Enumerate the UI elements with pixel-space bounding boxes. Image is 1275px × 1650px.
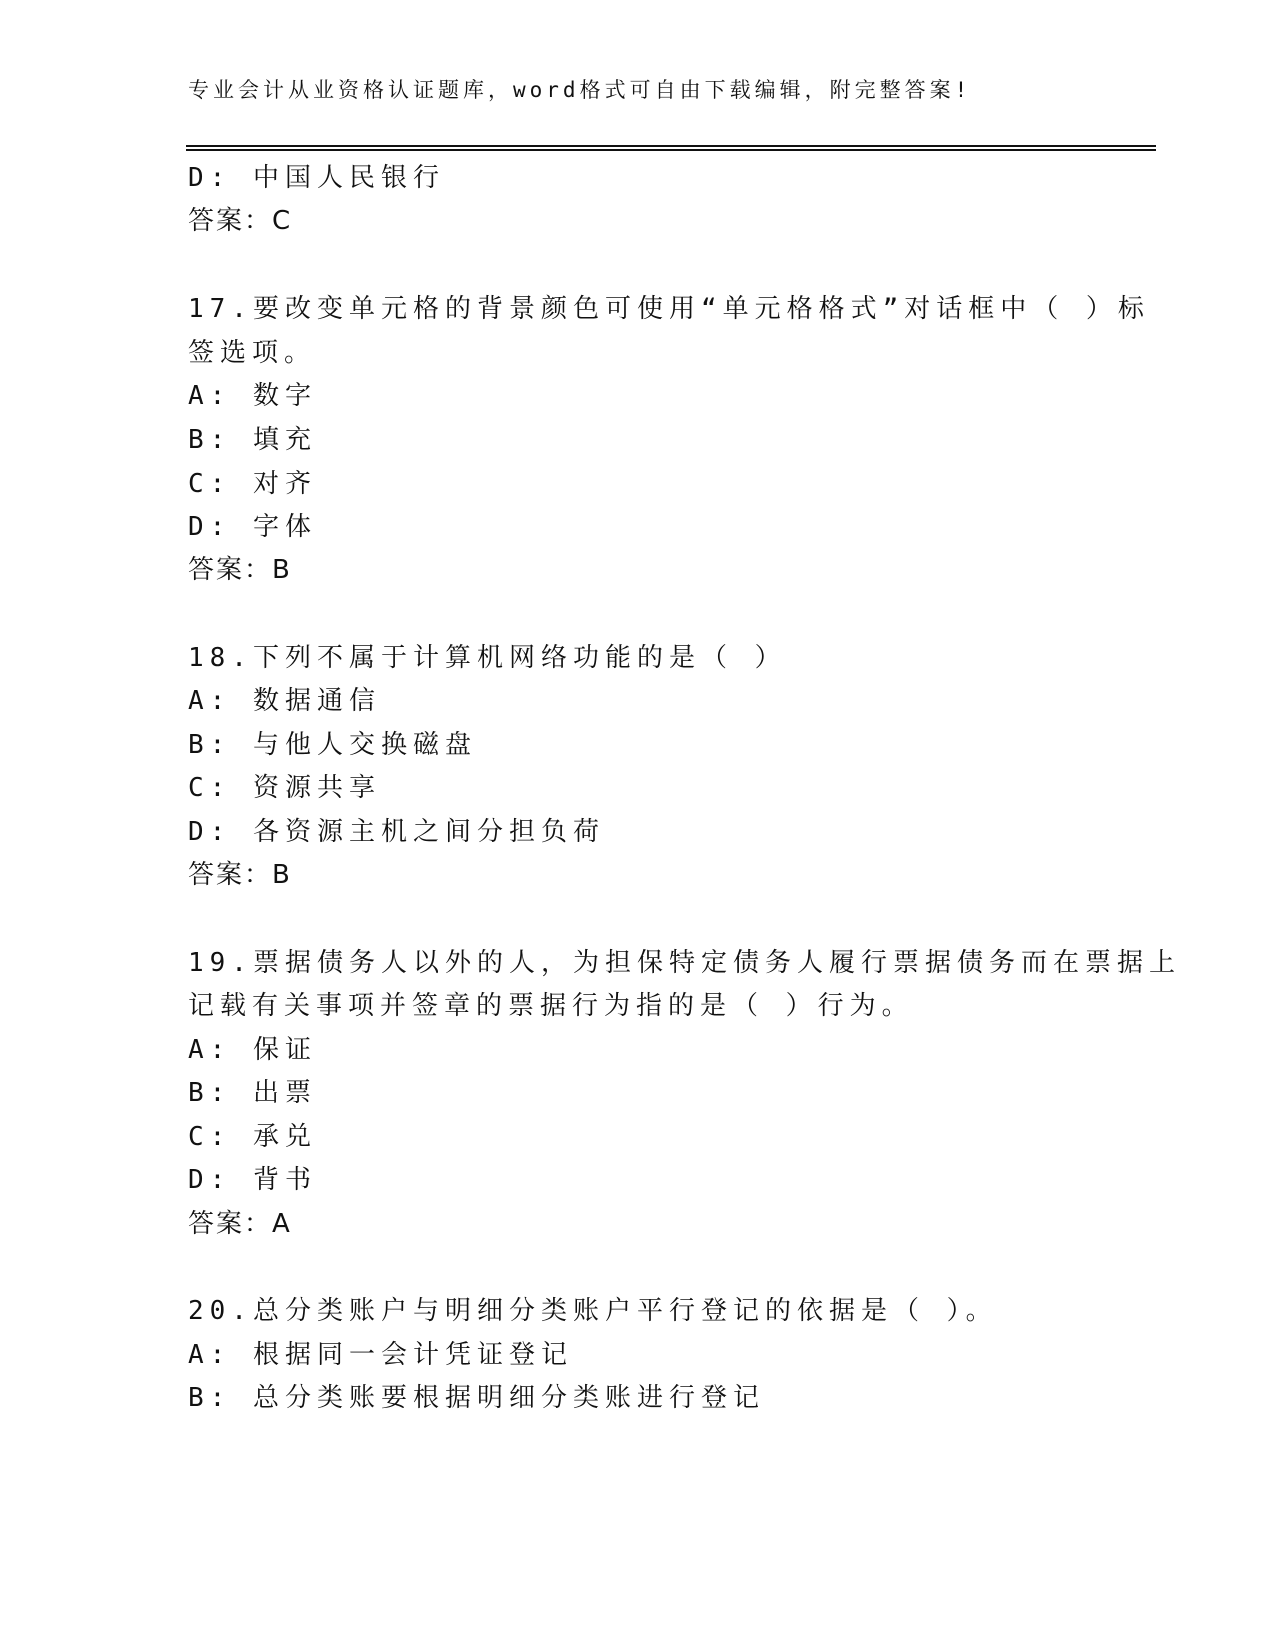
page-header: 专业会计从业资格认证题库，word格式可自由下载编辑，附完整答案! — [188, 78, 972, 102]
question-17-option-c: C: 对齐 — [188, 469, 317, 499]
question-18-stem: 18.下列不属于计算机网络功能的是（ ） — [188, 643, 787, 673]
question-17-option-d: D: 字体 — [188, 512, 317, 542]
question-18-option-b: B: 与他人交换磁盘 — [188, 730, 477, 760]
question-19-stem-cont: 记载有关事项并签章的票据行为指的是（ ）行为。 — [188, 991, 914, 1021]
question-19-option-c: C: 承兑 — [188, 1122, 317, 1152]
answer-line: 答案：C — [188, 206, 293, 236]
question-18-answer: 答案：B — [188, 860, 292, 890]
question-18-option-a: A: 数据通信 — [188, 686, 381, 716]
option-d: D: 中国人民银行 — [188, 163, 445, 193]
question-20-option-b: B: 总分类账要根据明细分类账进行登记 — [188, 1383, 765, 1413]
question-18-option-d: D: 各资源主机之间分担负荷 — [188, 817, 605, 847]
question-17-option-a: A: 数字 — [188, 381, 317, 411]
question-17-stem: 17.要改变单元格的背景颜色可使用“单元格格式”对话框中（ ）标 — [188, 294, 1150, 324]
question-19-stem: 19.票据债务人以外的人，为担保特定债务人履行票据债务而在票据上 — [188, 948, 1181, 978]
question-20-option-a: A: 根据同一会计凭证登记 — [188, 1340, 573, 1370]
question-17-answer: 答案：B — [188, 555, 292, 585]
question-19-option-b: B: 出票 — [188, 1078, 317, 1108]
question-19-option-d: D: 背书 — [188, 1165, 317, 1195]
question-20-stem: 20.总分类账户与明细分类账户平行登记的依据是（ ）。 — [188, 1296, 998, 1326]
question-19-option-a: A: 保证 — [188, 1035, 317, 1065]
question-18-option-c: C: 资源共享 — [188, 773, 381, 803]
header-rule — [186, 145, 1156, 151]
question-17-option-b: B: 填充 — [188, 425, 317, 455]
question-17-stem-cont: 签选项。 — [188, 338, 317, 368]
question-19-answer: 答案：A — [188, 1209, 292, 1239]
